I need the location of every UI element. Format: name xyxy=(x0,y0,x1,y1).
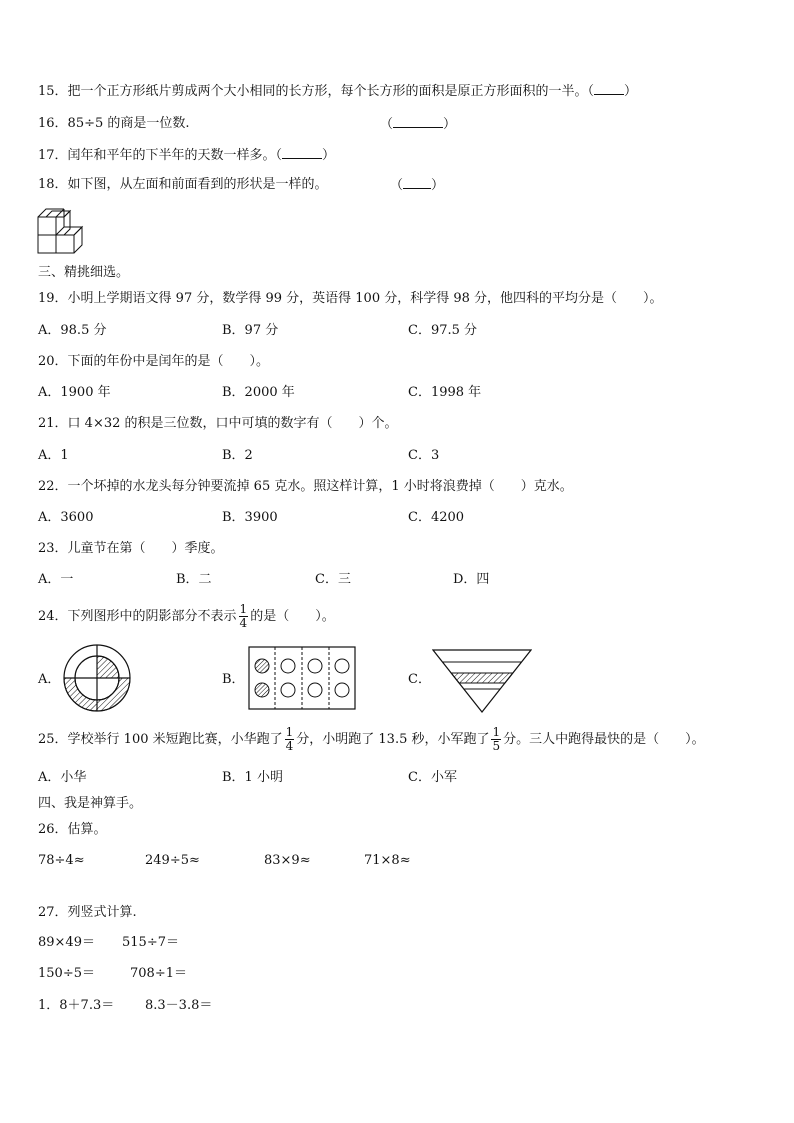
answer-blank-15[interactable] xyxy=(594,82,624,95)
question-25-text-3: 分。三人中跑得最快的是（ ）。 xyxy=(503,732,705,747)
option-25-b[interactable]: B．1 小明 xyxy=(222,770,283,785)
triangle-figure-c xyxy=(432,648,532,714)
option-20-b[interactable]: B．2000 年 xyxy=(222,385,295,400)
answer-blank-16[interactable] xyxy=(393,115,443,128)
estimate-item: 249÷5≈ xyxy=(145,853,200,868)
question-16-answer: （ ） xyxy=(380,117,457,132)
estimate-item: 83×9≈ xyxy=(264,853,311,868)
option-21-c[interactable]: C．3 xyxy=(408,448,440,463)
option-22-a[interactable]: A．3600 xyxy=(38,510,94,525)
section-4-heading: 四、我是神算手。 xyxy=(38,796,143,811)
option-25-c[interactable]: C．小军 xyxy=(408,770,457,785)
question-15: 15．把一个正方形纸片剪成两个大小相同的长方形，每个长方形的面积是原正方形面积的一半。（ ） xyxy=(38,84,638,99)
question-24: 24．下列图形中的阴影部分不表示 $\frac{1}{4}$ 的是（ ）。 xyxy=(38,602,335,630)
question-26: 26．估算。 xyxy=(38,822,107,837)
question-22: 22．一个坏掉的水龙头每分钟要流掉 65 克水。照这样计算，1 小时将浪费掉（ ）克水。 xyxy=(38,479,573,494)
cube-stack-figure xyxy=(36,206,90,258)
question-16-text: 16．85÷5 的商是一位数. xyxy=(38,116,190,131)
section-3-heading: 三、精挑细选。 xyxy=(38,265,130,280)
estimate-item: 78÷4≈ xyxy=(38,853,85,868)
option-24-c[interactable]: C． xyxy=(408,672,431,687)
question-16 xyxy=(38,115,190,133)
question-17: 17．闰年和平年的下半年的天数一样多。（ ） xyxy=(38,148,336,163)
option-23-c[interactable]: C．三 xyxy=(315,572,351,587)
option-25-a[interactable]: A．小华 xyxy=(38,770,87,785)
option-23-b[interactable]: B．二 xyxy=(176,572,212,587)
fraction-one-quarter: $\frac{1}{4}$ xyxy=(239,602,248,630)
vertical-calc-item: 150÷5＝ xyxy=(38,966,95,981)
option-20-a[interactable]: A．1900 年 xyxy=(38,385,111,400)
question-23: 23．儿童节在第（ ）季度。 xyxy=(38,541,224,556)
option-20-c[interactable]: C．1998 年 xyxy=(408,385,482,400)
answer-blank-17[interactable] xyxy=(282,146,322,159)
vertical-calc-item: 1．8＋7.3＝ xyxy=(38,998,115,1013)
option-23-d[interactable]: D．四 xyxy=(453,572,490,587)
circle-figure-a xyxy=(62,642,132,714)
option-21-b[interactable]: B．2 xyxy=(222,448,253,463)
option-19-c[interactable]: C．97.5 分 xyxy=(408,323,478,338)
question-18 xyxy=(38,176,328,194)
vertical-calc-item: 515÷7＝ xyxy=(122,935,179,950)
question-15-text: 15．把一个正方形纸片剪成两个大小相同的长方形，每个长方形的面积是原正方形面积的一半。（ xyxy=(38,84,595,99)
question-18-text: 18．如下图，从左面和前面看到的形状是一样的。 xyxy=(38,177,328,192)
question-20: 20．下面的年份中是闰年的是（ ）。 xyxy=(38,354,270,369)
question-18-answer: （ ） xyxy=(390,178,445,193)
vertical-calc-item: 89×49＝ xyxy=(38,935,95,950)
question-25-text-1: 25．学校举行 100 米短跑比赛，小华跑了 xyxy=(38,732,283,747)
vertical-calc-item: 708÷1＝ xyxy=(130,966,187,981)
option-19-a[interactable]: A．98.5 分 xyxy=(38,323,107,338)
fraction-one-fifth-25: $\frac{1}{5}$ xyxy=(492,725,501,753)
option-24-a[interactable]: A． xyxy=(38,672,61,687)
option-21-a[interactable]: A．1 xyxy=(38,448,69,463)
question-21: 21．口 4×32 的积是三位数，口中可填的数字有（ ）个。 xyxy=(38,416,398,431)
question-24-text: 24．下列图形中的阴影部分不表示 xyxy=(38,609,237,624)
question-17-text: 17．闰年和平年的下半年的天数一样多。（ xyxy=(38,148,283,163)
option-24-b[interactable]: B． xyxy=(222,672,245,687)
vertical-calc-item: 8.3－3.8＝ xyxy=(145,998,213,1013)
option-23-a[interactable]: A．一 xyxy=(38,572,74,587)
question-25 xyxy=(38,722,705,758)
fraction-one-quarter-25: $\frac{1}{4}$ xyxy=(285,725,294,753)
option-22-b[interactable]: B．3900 xyxy=(222,510,278,525)
estimate-item: 71×8≈ xyxy=(364,853,411,868)
answer-blank-18[interactable] xyxy=(403,176,431,189)
rectangle-circles-figure-b xyxy=(248,646,356,710)
option-22-c[interactable]: C．4200 xyxy=(408,510,465,525)
question-25-text-2: 分，小明跑了 13.5 秒，小军跑了 xyxy=(296,732,490,747)
question-19: 19．小明上学期语文得 97 分，数学得 99 分，英语得 100 分，科学得 98 分，他四科的平均分是（ ）。 xyxy=(38,291,663,306)
option-19-b[interactable]: B．97 分 xyxy=(222,323,279,338)
question-27: 27．列竖式计算. xyxy=(38,905,137,920)
